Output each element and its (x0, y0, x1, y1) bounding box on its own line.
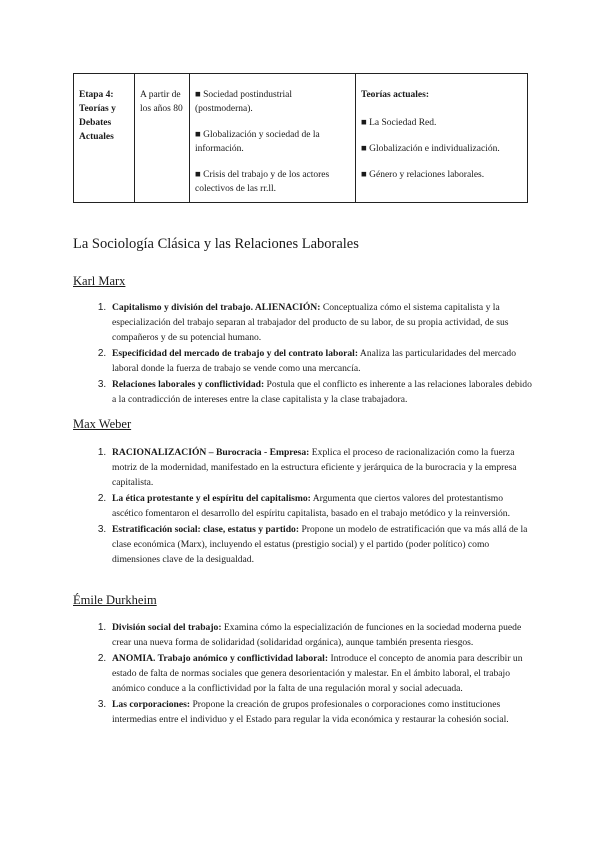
list-item (109, 346, 533, 376)
list-item (109, 697, 533, 727)
theory-item: ■ La Sociedad Red. (361, 118, 437, 128)
list-item (109, 377, 533, 407)
context-cell (190, 74, 356, 203)
item-term: Especificidad del mercado de trabajo y del contrato laboral: (112, 348, 359, 359)
list-item (109, 491, 533, 521)
item-text: Conceptualiza cómo el sistema capitalista y la especialización del trabajo separan al trabajador del producto de su labor, de su propia actividad, de sus compañeros y de su potencial humano. (112, 302, 509, 343)
list-item (109, 620, 533, 650)
period-cell: A partir de los años 80 (135, 74, 190, 203)
item-text: Explica el proceso de racionalización como la fuerza motriz de la modernidad, manifestado en la estructura eficiente y jerárquica de la burocracia y la empresa capitalista. (112, 447, 517, 488)
item-text: Propone un modelo de estratificación que va más allá de la clase económica (Marx), incluyendo el estatus (prestigio social) y el partido (poder político) como dimensiones clave de la desigualdad. (112, 524, 528, 565)
list-item (109, 522, 533, 567)
context-item: ■ Globalización y sociedad de la información. (195, 130, 320, 154)
item-term: Estratificación social: clase, estatus y partido: (112, 524, 300, 535)
page-title: La Sociología Clásica y las Relaciones Laborales (73, 236, 359, 252)
list-durkheim (73, 620, 533, 728)
item-term: División social del trabajo: (112, 622, 222, 633)
stages-table (73, 73, 528, 203)
theories-heading: Teorías actuales: (361, 90, 429, 100)
context-item: ■ Crisis del trabajo y de los actores colectivos de las rr.ll. (195, 170, 330, 194)
list-weber (73, 445, 533, 568)
item-text: Propone la creación de grupos profesionales o corporaciones como instituciones intermedias entre el individuo y el Estado para regular la vida económica y restaurar la cohesión social. (112, 699, 509, 725)
section-heading-marx: Karl Marx (73, 274, 126, 288)
table-row (74, 74, 528, 203)
item-text: Argumenta que ciertos valores del protestantismo ascético fomentaron el desarrollo del espíritu capitalista, basado en el trabajo metódico y la reinversión. (112, 493, 510, 519)
item-text: Postula que el conflicto es inherente a las relaciones laborales debido a la contradicción de intereses entre la clase capitalista y la clase trabajadora. (112, 379, 532, 405)
context-item: ■ Sociedad postindustrial (postmoderna). (195, 90, 293, 114)
list-marx (73, 300, 533, 408)
section-heading-durkheim: Émile Durkheim (73, 593, 157, 607)
theories-cell (356, 74, 528, 203)
item-text: Examina cómo la especialización de funciones en la sociedad moderna puede crear una nueva forma de solidaridad (solidaridad orgánica), aunque también presenta riesgos. (112, 622, 522, 648)
theory-item: ■ Globalización e individualización. (361, 144, 500, 154)
stage-cell: Etapa 4: Teorías y Debates Actuales (74, 74, 135, 203)
item-text: Introduce el concepto de anomia para describir un estado de falta de normas sociales que genera desorientación y malestar. En el ámbito laboral, el trabajo anómico conduce a la conflictividad por la falta de una regulación moral y social adecuada. (112, 653, 523, 694)
item-term: Capitalismo y división del trabajo. ALIENACIÓN: (112, 302, 321, 313)
item-term: Relaciones laborales y conflictividad: (112, 379, 265, 390)
list-item (109, 300, 533, 345)
item-text: Analiza las particularidades del mercado laboral donde la fuerza de trabajo se vende como una mercancía. (112, 348, 517, 374)
list-item (109, 445, 533, 490)
list-item (109, 651, 533, 696)
item-term: La ética protestante y el espíritu del capitalismo: (112, 493, 311, 504)
item-term: Las corporaciones: (112, 699, 191, 710)
item-term: ANOMIA. Trabajo anómico y conflictividad laboral: (112, 653, 329, 664)
theory-item: ■ Género y relaciones laborales. (361, 170, 485, 180)
item-term: RACIONALIZACIÓN – Burocracia - Empresa: (112, 447, 310, 458)
section-heading-weber: Max Weber (73, 417, 132, 431)
